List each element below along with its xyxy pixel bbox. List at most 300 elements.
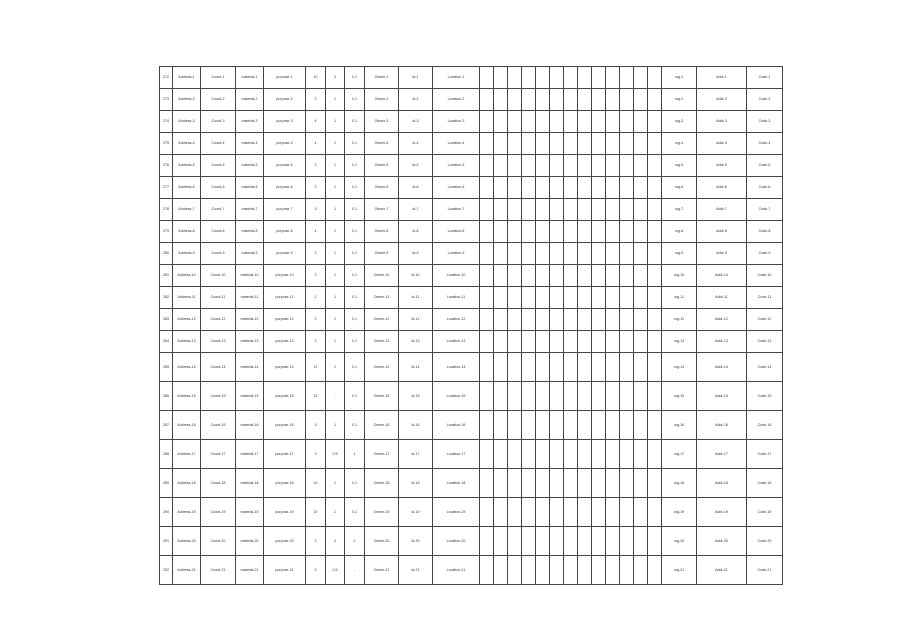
table-cell: [564, 353, 578, 382]
table-cell: [634, 221, 648, 243]
table-cell: Code-20: [747, 527, 783, 556]
table-cell: purpose-11: [264, 287, 306, 309]
table-cell: [592, 469, 606, 498]
table-cell: [648, 287, 662, 309]
table-cell: [536, 411, 550, 440]
table-cell: [634, 155, 648, 177]
table-row: [160, 440, 783, 469]
table-cell: id-11: [399, 287, 433, 309]
table-cell: [508, 89, 522, 111]
table-cell: purpose-4: [264, 133, 306, 155]
table-cell: Location-15: [433, 382, 480, 411]
table-cell: [592, 527, 606, 556]
table-cell: Owner-1: [365, 67, 399, 89]
table-cell: [592, 221, 606, 243]
table-cell: [620, 469, 634, 498]
table-cell: [522, 221, 536, 243]
registry-body: [160, 67, 783, 585]
table-cell: [578, 67, 592, 89]
table-cell: [494, 177, 508, 199]
table-cell: Address-3: [173, 111, 201, 133]
table-cell: [494, 243, 508, 265]
table-cell: [508, 527, 522, 556]
table-cell: 1: [326, 353, 345, 382]
table-cell: [620, 440, 634, 469]
table-cell: 1: [326, 133, 345, 155]
table-cell: [634, 133, 648, 155]
table-cell: [536, 111, 550, 133]
table-cell: Owner-8: [365, 221, 399, 243]
table-cell: [550, 382, 564, 411]
table-cell: org-21: [662, 556, 697, 585]
table-cell: id-19: [399, 498, 433, 527]
table-cell: [592, 411, 606, 440]
table-cell: [480, 177, 494, 199]
table-cell: 0,1: [345, 177, 365, 199]
table-cell: [592, 287, 606, 309]
table-cell: 3: [306, 243, 326, 265]
table-row: [160, 353, 783, 382]
table-cell: purpose-12: [264, 309, 306, 331]
table-cell: id-17: [399, 440, 433, 469]
table-cell: Location-16: [433, 411, 480, 440]
table-cell: Address-11: [173, 287, 201, 309]
table-cell: [592, 133, 606, 155]
table-cell: [648, 527, 662, 556]
table-cell: 274: [160, 111, 173, 133]
table-cell: [550, 67, 564, 89]
table-cell: [480, 498, 494, 527]
table-cell: [592, 309, 606, 331]
table-cell: [508, 309, 522, 331]
table-cell: [634, 177, 648, 199]
table-cell: [634, 331, 648, 353]
table-cell: 3: [306, 331, 326, 353]
table-row: [160, 527, 783, 556]
table-cell: Code-19: [747, 498, 783, 527]
table-cell: [606, 382, 620, 411]
table-cell: Address-18: [173, 469, 201, 498]
table-cell: Code-5: [747, 155, 783, 177]
table-cell: [536, 221, 550, 243]
table-cell: Address-5: [173, 155, 201, 177]
table-cell: [536, 199, 550, 221]
table-cell: Coord-14: [201, 353, 236, 382]
table-cell: id-16: [399, 411, 433, 440]
table-cell: id-14: [399, 353, 433, 382]
table-cell: Addr-16: [697, 411, 747, 440]
table-cell: Owner-17: [365, 440, 399, 469]
table-cell: 0,5: [326, 556, 345, 585]
table-cell: [578, 133, 592, 155]
table-cell: 10: [306, 469, 326, 498]
table-cell: 0,1: [345, 221, 365, 243]
table-cell: [522, 331, 536, 353]
table-cell: [578, 498, 592, 527]
table-cell: [606, 498, 620, 527]
table-cell: [480, 89, 494, 111]
table-cell: 1: [326, 265, 345, 287]
table-cell: 0,1: [345, 111, 365, 133]
table-cell: [480, 243, 494, 265]
table-cell: Addr-7: [697, 199, 747, 221]
table-cell: [522, 309, 536, 331]
table-cell: Location-18: [433, 469, 480, 498]
table-row: [160, 382, 783, 411]
table-cell: [550, 498, 564, 527]
table-cell: [564, 331, 578, 353]
table-cell: org-14: [662, 353, 697, 382]
table-cell: purpose-17: [264, 440, 306, 469]
table-cell: [606, 177, 620, 199]
table-cell: [522, 265, 536, 287]
table-cell: [508, 556, 522, 585]
table-cell: material-17: [236, 440, 264, 469]
table-row: [160, 155, 783, 177]
table-cell: [564, 556, 578, 585]
table-cell: [494, 67, 508, 89]
table-cell: [606, 287, 620, 309]
table-cell: purpose-15: [264, 382, 306, 411]
table-row: [160, 411, 783, 440]
table-cell: id-12: [399, 309, 433, 331]
table-cell: 0,1: [345, 155, 365, 177]
table-cell: [536, 89, 550, 111]
table-cell: [648, 155, 662, 177]
table-cell: [480, 556, 494, 585]
table-cell: [606, 67, 620, 89]
table-cell: [564, 469, 578, 498]
table-cell: Owner-9: [365, 243, 399, 265]
table-cell: [508, 469, 522, 498]
table-cell: 3: [306, 527, 326, 556]
table-cell: [522, 382, 536, 411]
table-row: [160, 556, 783, 585]
table-cell: Coord-4: [201, 133, 236, 155]
table-cell: Code-12: [747, 309, 783, 331]
table-cell: [620, 309, 634, 331]
table-cell: [564, 309, 578, 331]
table-row: [160, 498, 783, 527]
table-cell: 283: [160, 309, 173, 331]
table-cell: material-15: [236, 382, 264, 411]
table-cell: org-1: [662, 67, 697, 89]
table-cell: [522, 527, 536, 556]
table-cell: [634, 309, 648, 331]
table-cell: [480, 67, 494, 89]
table-cell: Location-20: [433, 527, 480, 556]
table-cell: [606, 331, 620, 353]
table-cell: 1: [326, 177, 345, 199]
table-cell: [494, 309, 508, 331]
table-cell: Owner-11: [365, 287, 399, 309]
table-cell: id-6: [399, 177, 433, 199]
table-cell: [634, 353, 648, 382]
table-cell: [508, 199, 522, 221]
table-cell: Location-7: [433, 199, 480, 221]
table-cell: 4: [306, 111, 326, 133]
table-cell: [508, 411, 522, 440]
table-cell: [578, 155, 592, 177]
table-cell: [494, 469, 508, 498]
table-cell: 0,1: [345, 287, 365, 309]
table-cell: [536, 353, 550, 382]
table-cell: Coord-13: [201, 331, 236, 353]
table-cell: 4: [306, 221, 326, 243]
table-cell: [606, 243, 620, 265]
table-cell: [550, 309, 564, 331]
table-cell: [564, 440, 578, 469]
table-cell: [564, 498, 578, 527]
table-cell: [648, 411, 662, 440]
table-cell: 1: [326, 243, 345, 265]
table-cell: Addr-12: [697, 309, 747, 331]
table-cell: [620, 243, 634, 265]
table-cell: [508, 498, 522, 527]
table-cell: [536, 67, 550, 89]
table-cell: material-4: [236, 133, 264, 155]
table-cell: [620, 353, 634, 382]
table-cell: 279: [160, 221, 173, 243]
table-cell: [648, 382, 662, 411]
table-cell: material-18: [236, 469, 264, 498]
table-cell: org-17: [662, 440, 697, 469]
table-cell: id-10: [399, 265, 433, 287]
table-cell: Code-14: [747, 353, 783, 382]
table-cell: [550, 265, 564, 287]
table-cell: 0,1: [345, 331, 365, 353]
table-cell: [578, 221, 592, 243]
table-cell: [564, 133, 578, 155]
table-cell: [606, 353, 620, 382]
table-cell: 3: [306, 411, 326, 440]
table-cell: Address-16: [173, 411, 201, 440]
table-cell: 2: [306, 287, 326, 309]
table-cell: 288: [160, 440, 173, 469]
table-cell: Addr-17: [697, 440, 747, 469]
table-row: [160, 469, 783, 498]
table-cell: [634, 440, 648, 469]
table-cell: Address-7: [173, 199, 201, 221]
table-cell: 285: [160, 353, 173, 382]
table-cell: 4: [306, 133, 326, 155]
table-cell: Owner-15: [365, 382, 399, 411]
table-cell: material-20: [236, 527, 264, 556]
table-cell: Code-21: [747, 556, 783, 585]
table-cell: [634, 411, 648, 440]
table-cell: [494, 287, 508, 309]
table-cell: [564, 411, 578, 440]
table-cell: material-19: [236, 498, 264, 527]
table-cell: [480, 221, 494, 243]
table-cell: Location-6: [433, 177, 480, 199]
table-cell: 12: [306, 382, 326, 411]
table-cell: Owner-7: [365, 199, 399, 221]
table-cell: [564, 243, 578, 265]
table-cell: [648, 199, 662, 221]
table-cell: [620, 382, 634, 411]
table-row: [160, 111, 783, 133]
table-cell: Code-6: [747, 177, 783, 199]
table-cell: [480, 527, 494, 556]
table-cell: id-5: [399, 155, 433, 177]
table-cell: [606, 469, 620, 498]
table-cell: org-3: [662, 111, 697, 133]
table-cell: [494, 556, 508, 585]
table-cell: purpose-3: [264, 111, 306, 133]
table-cell: purpose-9: [264, 243, 306, 265]
table-cell: 1: [326, 89, 345, 111]
table-cell: [550, 331, 564, 353]
table-cell: id-20: [399, 527, 433, 556]
table-cell: [494, 353, 508, 382]
table-cell: 276: [160, 155, 173, 177]
table-cell: [620, 411, 634, 440]
table-cell: [522, 89, 536, 111]
table-cell: Code-1: [747, 67, 783, 89]
table-cell: Addr-21: [697, 556, 747, 585]
table-cell: Code-8: [747, 221, 783, 243]
table-cell: Coord-10: [201, 265, 236, 287]
table-cell: [508, 67, 522, 89]
table-cell: 0,1: [345, 469, 365, 498]
table-cell: [522, 469, 536, 498]
table-cell: Addr-2: [697, 89, 747, 111]
table-row: [160, 221, 783, 243]
table-cell: [550, 133, 564, 155]
table-cell: [494, 331, 508, 353]
table-cell: [606, 309, 620, 331]
table-cell: [508, 243, 522, 265]
table-cell: [592, 155, 606, 177]
table-cell: Addr-14: [697, 353, 747, 382]
table-cell: [578, 243, 592, 265]
table-cell: [536, 265, 550, 287]
table-cell: [606, 265, 620, 287]
table-cell: [550, 89, 564, 111]
table-cell: org-11: [662, 287, 697, 309]
table-cell: 0,1: [345, 382, 365, 411]
table-cell: Location-19: [433, 498, 480, 527]
table-cell: [494, 133, 508, 155]
table-cell: [564, 221, 578, 243]
table-cell: Code-4: [747, 133, 783, 155]
table-cell: Location-1: [433, 67, 480, 89]
table-cell: 291: [160, 527, 173, 556]
table-cell: org-16: [662, 411, 697, 440]
table-cell: material-10: [236, 265, 264, 287]
table-cell: 1: [326, 199, 345, 221]
table-cell: Address-4: [173, 133, 201, 155]
table-cell: [550, 411, 564, 440]
table-cell: 292: [160, 556, 173, 585]
table-cell: [480, 111, 494, 133]
table-cell: [620, 287, 634, 309]
table-row: [160, 243, 783, 265]
table-cell: [508, 133, 522, 155]
table-cell: purpose-6: [264, 177, 306, 199]
table-cell: Coord-12: [201, 309, 236, 331]
table-cell: [620, 177, 634, 199]
table-cell: [508, 331, 522, 353]
table-cell: [648, 556, 662, 585]
table-cell: [550, 556, 564, 585]
table-cell: org-20: [662, 527, 697, 556]
table-cell: 1: [326, 469, 345, 498]
table-cell: [494, 440, 508, 469]
table-cell: 1: [326, 155, 345, 177]
table-cell: Coord-17: [201, 440, 236, 469]
table-cell: [550, 199, 564, 221]
table-cell: 1: [326, 309, 345, 331]
table-cell: 3: [326, 67, 345, 89]
table-cell: purpose-18: [264, 469, 306, 498]
table-cell: [564, 155, 578, 177]
table-cell: 0,5: [326, 440, 345, 469]
table-cell: [480, 155, 494, 177]
table-cell: [550, 527, 564, 556]
table-row: [160, 287, 783, 309]
table-cell: 3: [306, 155, 326, 177]
table-cell: [480, 199, 494, 221]
table-cell: [648, 133, 662, 155]
table-cell: Addr-4: [697, 133, 747, 155]
table-cell: 12: [306, 353, 326, 382]
table-cell: [564, 287, 578, 309]
table-cell: material-8: [236, 221, 264, 243]
table-cell: org-2: [662, 89, 697, 111]
table-cell: Address-21: [173, 556, 201, 585]
table-cell: Addr-15: [697, 382, 747, 411]
table-cell: Code-11: [747, 287, 783, 309]
table-cell: Address-20: [173, 527, 201, 556]
table-cell: Coord-18: [201, 469, 236, 498]
table-cell: Address-9: [173, 243, 201, 265]
table-cell: [634, 527, 648, 556]
table-cell: Coord-11: [201, 287, 236, 309]
table-cell: 1: [326, 331, 345, 353]
table-cell: 282: [160, 287, 173, 309]
table-cell: id-9: [399, 243, 433, 265]
table-cell: 1: [345, 440, 365, 469]
table-cell: [634, 469, 648, 498]
table-cell: [480, 411, 494, 440]
table-cell: [620, 155, 634, 177]
table-cell: Owner-5: [365, 155, 399, 177]
table-cell: material-13: [236, 331, 264, 353]
table-cell: Location-21: [433, 556, 480, 585]
table-cell: id-2: [399, 89, 433, 111]
table-cell: [578, 111, 592, 133]
table-cell: Owner-3: [365, 111, 399, 133]
table-cell: [578, 199, 592, 221]
table-cell: -: [345, 556, 365, 585]
table-cell: [536, 243, 550, 265]
table-cell: [536, 440, 550, 469]
table-cell: 0,1: [345, 89, 365, 111]
table-cell: id-13: [399, 331, 433, 353]
table-cell: id-21: [399, 556, 433, 585]
table-cell: 290: [160, 498, 173, 527]
table-cell: org-8: [662, 221, 697, 243]
table-cell: 277: [160, 177, 173, 199]
table-cell: [536, 177, 550, 199]
table-cell: [536, 382, 550, 411]
table-cell: [648, 177, 662, 199]
table-cell: [480, 440, 494, 469]
table-cell: 0,1: [345, 411, 365, 440]
table-cell: [578, 556, 592, 585]
